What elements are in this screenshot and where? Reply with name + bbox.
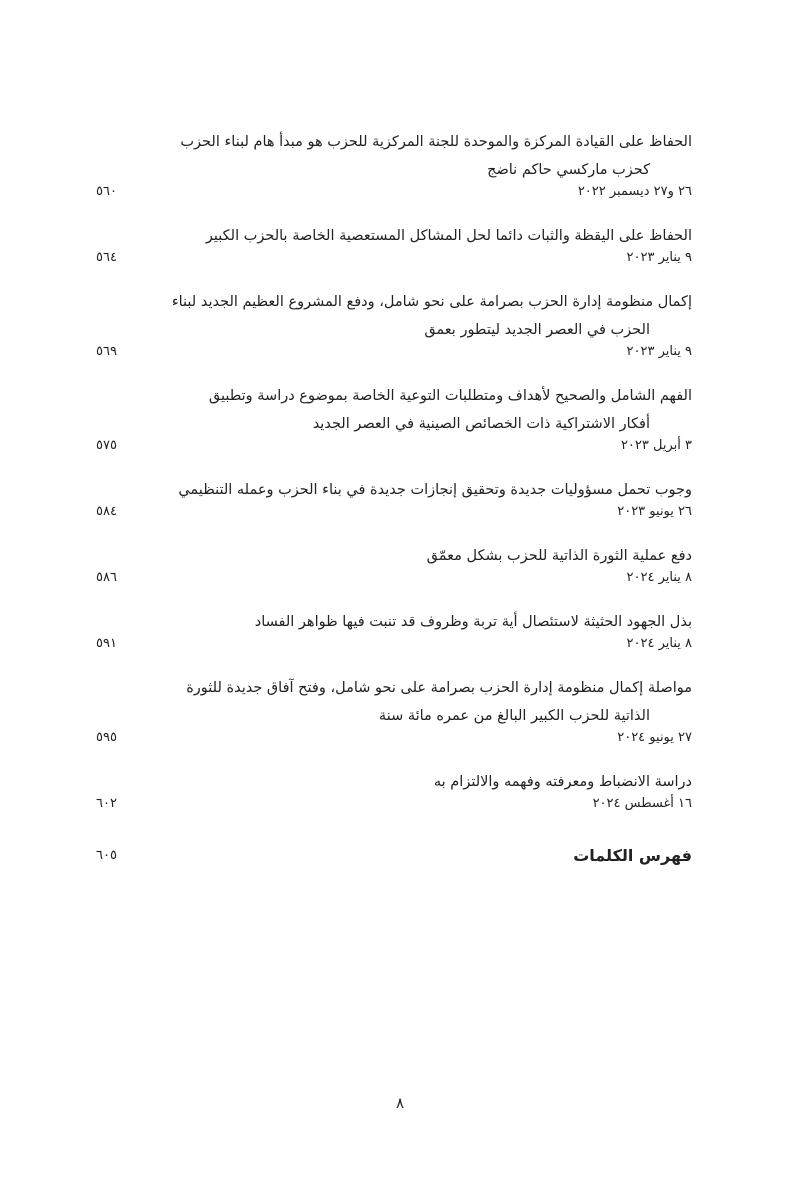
toc-entry-page-number: ٥٧٥ bbox=[96, 438, 117, 453]
toc-entry[interactable] bbox=[96, 222, 692, 268]
toc-entry-page-number: ٥٦٤ bbox=[96, 250, 117, 265]
index-title: فهرس الكلمات bbox=[573, 846, 692, 865]
toc-entry-title: بذل الجهود الحثيثة لاستئصال أية تربة وظروف قد تنبت فيها ظواهر الفساد bbox=[254, 614, 692, 630]
toc-entry-title: إكمال منظومة إدارة الحزب بصرامة على نحو شامل، ودفع المشروع العظيم الجديد لبناء bbox=[171, 294, 692, 310]
toc-entry-title-continuation: أفكار الاشتراكية ذات الخصائص الصينية في العصر الجديد bbox=[312, 416, 650, 432]
toc-entry-date: ٨ يناير ٢٠٢٤ bbox=[626, 570, 692, 585]
toc-entry-title: الحفاظ على اليقظة والثبات دائما لحل المشاكل المستعصية الخاصة بالحزب الكبير bbox=[205, 228, 692, 244]
toc-entry-title: مواصلة إكمال منظومة إدارة الحزب بصرامة على نحو شامل، وفتح آفاق جديدة للثورة bbox=[186, 680, 692, 696]
toc-entry[interactable] bbox=[96, 542, 692, 588]
toc-entry-date: ٣ أبريل ٢٠٢٣ bbox=[620, 438, 692, 453]
toc-entry-title: دراسة الانضباط ومعرفته وفهمه والالتزام به bbox=[433, 774, 692, 790]
toc-entry-title-continuation: الحزب في العصر الجديد ليتطور بعمق bbox=[424, 322, 650, 338]
toc-entry-date: ٢٧ يونيو ٢٠٢٤ bbox=[617, 730, 692, 745]
toc-entry-page-number: ٥٩٥ bbox=[96, 730, 117, 745]
toc-entry-title: وجوب تحمل مسؤوليات جديدة وتحقيق إنجازات جديدة في بناء الحزب وعمله التنظيمي bbox=[178, 482, 692, 498]
table-of-contents bbox=[96, 128, 692, 868]
toc-entry-date: ٩ يناير ٢٠٢٣ bbox=[626, 344, 692, 359]
toc-entry-date: ١٦ أغسطس ٢٠٢٤ bbox=[592, 796, 692, 811]
toc-entries bbox=[96, 128, 692, 814]
toc-entry[interactable] bbox=[96, 382, 692, 456]
toc-entry-page-number: ٥٨٤ bbox=[96, 504, 117, 519]
page-folio-number: ٨ bbox=[395, 1094, 405, 1112]
toc-entry-date: ٢٦ يونيو ٢٠٢٣ bbox=[617, 504, 692, 519]
toc-entry-title-continuation: كحزب ماركسي حاكم ناضج bbox=[487, 162, 650, 178]
toc-entry-page-number: ٥٦٩ bbox=[96, 344, 117, 359]
toc-entry-title: الفهم الشامل والصحيح لأهداف ومتطلبات التوعية الخاصة بموضوع دراسة وتطبيق bbox=[208, 388, 692, 404]
toc-entry[interactable] bbox=[96, 674, 692, 748]
toc-entry[interactable] bbox=[96, 608, 692, 654]
toc-entry-word-index[interactable] bbox=[96, 844, 692, 868]
toc-entry-title-continuation: الذاتية للحزب الكبير البالغ من عمره مائة سنة bbox=[378, 708, 650, 724]
toc-entry[interactable] bbox=[96, 476, 692, 522]
toc-entry[interactable] bbox=[96, 768, 692, 814]
toc-entry-page-number: ٥٩١ bbox=[96, 636, 117, 651]
toc-entry-date: ٢٦ و٢٧ ديسمبر ٢٠٢٢ bbox=[577, 184, 692, 199]
toc-entry-page-number: ٥٨٦ bbox=[96, 570, 117, 585]
toc-entry-page-number: ٦٠٢ bbox=[96, 796, 117, 811]
toc-entry-page-number: ٥٦٠ bbox=[96, 184, 117, 199]
toc-entry-title: الحفاظ على القيادة المركزة والموحدة للجنة المركزية للحزب هو مبدأ هام لبناء الحزب bbox=[180, 134, 692, 150]
toc-entry[interactable] bbox=[96, 128, 692, 202]
toc-entry-date: ٨ يناير ٢٠٢٤ bbox=[626, 636, 692, 651]
toc-entry-title: دفع عملية الثورة الذاتية للحزب بشكل معمّق bbox=[426, 548, 692, 564]
toc-entry-date: ٩ يناير ٢٠٢٣ bbox=[626, 250, 692, 265]
toc-entry[interactable] bbox=[96, 288, 692, 362]
index-page-number: ٦٠٥ bbox=[96, 848, 117, 863]
